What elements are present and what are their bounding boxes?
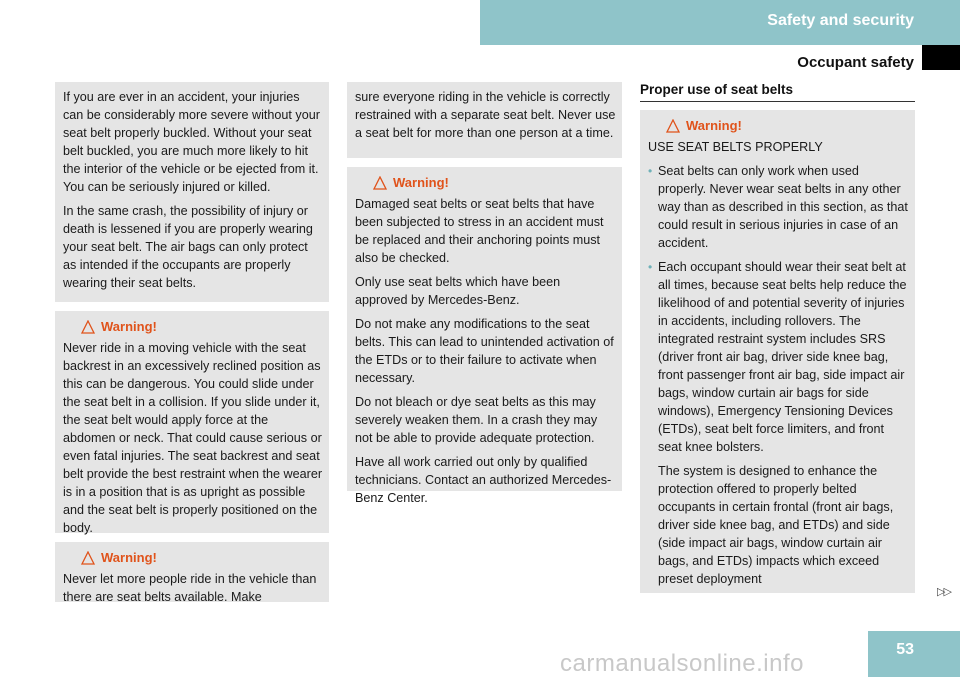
warning-panel-occupancy [55,542,329,602]
warning-label: Warning! [101,319,157,334]
warning-header [81,317,323,337]
list-item [648,162,909,252]
warning-label: Warning! [686,118,742,133]
section-heading: Proper use of seat belts [640,82,794,97]
warning-panel-proper-use [640,110,915,593]
warning-panel-damaged-belts [347,167,622,505]
intro-paragraph-2: In the same crash, the possibility of injury or death is lessened if you are properly wearing your seat belt. The air bags can only protect as intended if the occupants are properly wearing their seat belts. [63,204,313,290]
warning-header [373,173,616,193]
warning-label: Warning! [101,550,157,565]
warning-header [81,548,323,568]
warning-paragraph: Have all work carried out only by qualified technicians. Contact an authorized Mercedes-Benz Center. [355,455,612,505]
warning-header [666,116,909,136]
page-number: 53 [896,641,914,658]
warning-paragraph: Only use seat belts which have been approved by Mercedes-Benz. [355,275,561,307]
warning-paragraph: Do not bleach or dye seat belts as this may severely weaken them. In a crash they may not be able to provide adequate protection. [355,395,598,445]
page-subtitle: Occupant safety [797,54,914,71]
warning-panel-recline [55,311,329,533]
list-item [648,258,909,456]
warning-label: Warning! [393,175,449,190]
intro-panel [55,82,329,302]
warning-triangle-icon [81,320,95,334]
continuation-panel [347,82,622,158]
page-number-box [868,631,960,677]
section-divider [640,101,915,102]
warning-triangle-icon [666,119,680,133]
warning-triangle-icon [81,551,95,565]
list-item-text: Each occupant should wear their seat belt at all times, because seat belts help reduce the likelihood of and potential severity of injuries in accidents, including rollovers. The integrated restraint system includes SRS (driver front air bag, driver side knee bag, front passenger front air bag, side impact air bags, window curtain air bags for side windows), Emergency Tensioning Devices (ETDs), seat belt force limiters, and front seat knee bolsters. [658,260,907,454]
watermark: carmanualsonline.info [560,650,804,677]
warning-paragraph: Do not make any modifications to the seat belts. This can lead to unintended activation of the ETDs or to their failure to activate when necessary. [355,317,614,385]
continuation-text: sure everyone riding in the vehicle is correctly restrained with a separate seat belt. Never use a seat belt for more than one person at a time. [355,90,616,140]
intro-paragraph-1: If you are ever in an accident, your injuries can be considerably more severe without your seat belt properly buckled. Without your seat belt buckled, you are much more likely to hit the interior of the vehicle or be ejected from it. You can be seriously injured or killed. [63,90,320,194]
header-marker [922,45,960,70]
list-item-text: Seat belts can only work when used properly. Never wear seat belts in any other way than as described in this section, as that could result in serious injuries in case of an accident. [658,164,908,250]
warning-paragraph: Damaged seat belts or seat belts that have been subjected to stress in an accident must be replaced and their anchoring points must also be checked. [355,197,604,265]
warning-text: Never let more people ride in the vehicle than there are seat belts available. Make [63,572,317,604]
continue-arrow-icon: ▷▷ [937,586,950,598]
section-title: Safety and security [767,12,914,29]
warning-followup: The system is designed to enhance the protection offered to properly belted occupants in certain frontal (front air bags, driver side knee bag, and ETDs) and side (side impact air bags, window curtain air bags, and ETDs) impacts which exceed preset deployment [658,464,894,586]
bullet-icon: • [648,164,653,178]
bullet-icon: • [648,260,653,274]
warning-triangle-icon [373,176,387,190]
warning-text: Never ride in a moving vehicle with the seat backrest in an excessively reclined position as this can be dangerous. You could slide under the seat belt in a collision. If you slide under it, the seat belt would apply force at the abdomen or neck. That could cause serious or even fatal injuries. The seat backrest and seat belt provide the best restraint when the wearer is in a position that is as upright as possible and the seat belt is properly positioned on the body. [63,341,323,535]
warning-heading: USE SEAT BELTS PROPERLY [648,140,823,154]
